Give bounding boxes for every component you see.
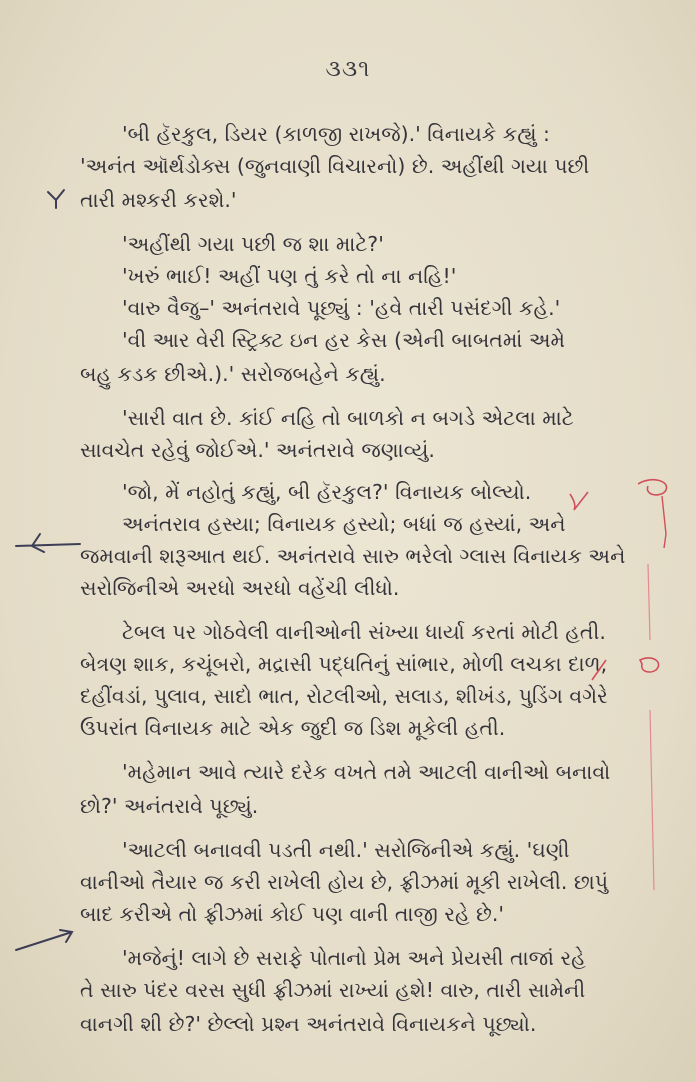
- text-line: 'મજેનું! લાગે છે સરાફે પોતાનો પ્રેમ અને પ્રેયસી તાજાં રહે: [122, 946, 586, 970]
- text-line: દહીંવડાં, પુલાવ, સાદો ભાત, રોટલીઓ, સલાડ, શીખંડ, પુડિંગ વગેરે: [80, 684, 608, 708]
- text-line: 'વી આર વેરી સ્ટ્રિક્ટ ઇન હર કેસ (એની બાબતમાં અમે: [122, 328, 565, 352]
- pencil-check-mark-icon: [44, 186, 70, 210]
- text-line: 'બી હૅરકુલ, ડિયર (કાળજી રાખજે).' વિનાયકે કહ્યું :: [122, 122, 550, 146]
- text-line: વાનીઓ તૈયાર જ કરી રાખેલી હોય છે, ફ્રીઝમાં મૂકી રાખેલી. છાપું: [80, 870, 609, 894]
- text-line: 'મહેમાન આવે ત્યારે દરેક વખતે તમે આટલી વાનીઓ બનાવો: [122, 760, 611, 784]
- text-line: 'સારી વાત છે. કાંઈ નહિ તો બાળકો ન બગડે એટલા માટે: [122, 406, 574, 430]
- text-line: છો?' અનંતરાવે પૂછ્યું.: [80, 794, 259, 818]
- text-line: ઉપરાંત વિનાયક માટે એક જુદી જ ડિશ મૂકેલી હતી.: [80, 716, 506, 740]
- text-line: જમવાની શરૂઆત થઈ. અનંતરાવે સારુ ભરેલો ગ્લાસ વિનાયક અને: [80, 544, 626, 568]
- text-line: 'ખરું ભાઈ! અહીં પણ તું કરે તો ના નહિ!': [122, 264, 457, 288]
- red-correction-mark-icon: [560, 470, 680, 550]
- pencil-arrow-mark-icon: [14, 926, 78, 956]
- text-line: અનંતરાવ હસ્યા; વિનાયક હસ્યો; બધાં જ હસ્યાં, અને: [122, 512, 566, 536]
- text-line: વાનગી શી છે?' છેલ્લો પ્રશ્ન અનંતરાવે વિનાયકને પૂછ્યો.: [80, 1012, 537, 1036]
- page-number: ૩૩૧: [325, 56, 371, 82]
- text-line: બેત્રણ શાક, કચૂંબરો, મદ્રાસી પદ્ધતિનું સાંભાર, મોળી લચકા દાળ,: [80, 652, 608, 676]
- text-line: 'જો, મેં નહોતું કહ્યું, બી હૅરકુલ?' વિનાયક બોલ્યો.: [122, 480, 532, 504]
- text-line: 'વારુ વૈજુ–' અનંતરાવે પૂછ્યું : 'હવે તારી પસંદગી કહે.': [122, 296, 561, 320]
- text-line: સાવચેત રહેવું જોઈએ.' અનંતરાવે જણાવ્યું.: [80, 438, 435, 462]
- text-line: બહુ કડક છીએ.).' સરોજબહેને કહ્યું.: [80, 362, 386, 386]
- text-line: ટેબલ પર ગોઠવેલી વાનીઓની સંખ્યા ધાર્યા કરતાં મોટી હતી.: [122, 620, 606, 644]
- text-line: તારી મશ્કરી કરશે.': [80, 188, 237, 212]
- red-margin-line: [624, 560, 674, 900]
- text-line: સરોજિનીએ અરધો અરધો વહેંચી લીધો.: [80, 576, 400, 600]
- text-line: 'અનંત ઑર્થડોક્સ (જુનવાણી વિચારનો) છે. અહીંથી ગયા પછી: [80, 154, 590, 178]
- text-line: 'અહીંથી ગયા પછી જ શા માટે?': [122, 232, 384, 256]
- text-line: બાદ કરીએ તો ફ્રીઝમાં કોઈ પણ વાની તાજી રહે છે.': [80, 902, 505, 926]
- text-line: તે સારુ પંદર વરસ સુધી ફ્રીઝમાં રાખ્યાં હશે! વારુ, તારી સામેની: [80, 978, 586, 1002]
- pencil-arrow-mark-icon: [14, 528, 84, 558]
- text-line: 'આટલી બનાવવી પડતી નથી.' સરોજિનીએ કહ્યું. 'ઘણી: [122, 838, 570, 862]
